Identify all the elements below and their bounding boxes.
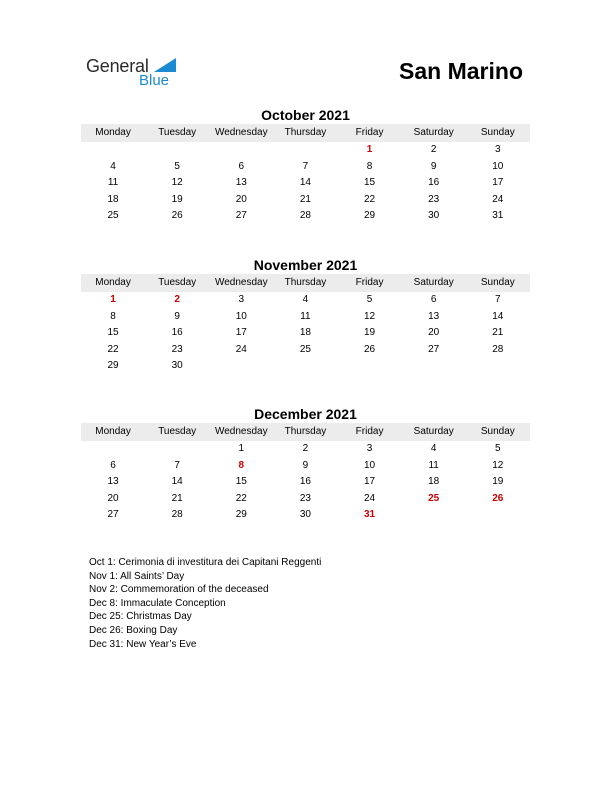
day-cell: 14 [299,177,311,188]
day-cell: 10 [235,310,247,322]
day-cell: 20 [428,327,440,338]
week-row [81,358,530,375]
day-cell: 8 [238,459,245,471]
month-calendar [81,256,530,375]
day-cell: 6 [110,459,116,471]
logo-triangle-icon [154,58,176,72]
weekday-header: Saturday [413,426,454,437]
day-cell: 31 [492,210,504,221]
day-cell: 14 [171,476,183,487]
day-cell: 13 [235,177,247,188]
weekday-header: Sunday [480,426,515,437]
day-cell: 9 [430,160,437,172]
day-cell: 17 [364,476,376,487]
holiday-entry: Dec 26: Boxing Day [89,624,178,636]
day-cell: 17 [492,177,504,188]
logo-blue-text: Blue [139,72,170,89]
day-cell: 1 [110,294,116,305]
day-cell: 12 [171,177,183,188]
weekday-header-row [81,274,530,292]
weekday-header: Sunday [480,277,515,288]
day-cell [81,142,145,159]
day-cell: 20 [107,492,119,504]
week-row [81,342,530,359]
weekday-header: Monday [95,426,131,437]
weekday-header: Wednesday [214,426,268,437]
day-cell: 12 [364,310,376,322]
holiday-entry: Dec 31: New Year’s Eve [89,638,197,650]
weekday-header-row [81,423,530,441]
day-cell: 4 [302,294,309,305]
day-cell [273,142,337,159]
holiday-entry: Dec 8: Immaculate Conception [89,597,226,609]
day-cell: 24 [235,343,247,355]
day-cell: 25 [107,210,119,221]
day-cell: 26 [492,492,504,504]
weekday-header: Thursday [284,277,327,288]
day-cell [402,507,466,524]
day-cell: 4 [110,160,116,172]
day-cell: 7 [174,459,180,471]
day-cell: 7 [302,160,309,172]
week-row [81,441,530,458]
day-cell: 21 [492,327,504,338]
day-cell: 13 [107,476,119,487]
day-cell: 30 [299,509,311,520]
month-calendar [81,106,530,225]
logo-general-text: General [86,56,149,76]
day-cell: 22 [364,193,376,205]
day-cell: 8 [366,160,373,172]
day-cell: 24 [364,492,376,504]
day-cell [466,358,530,375]
month-title: November 2021 [253,257,358,273]
weekday-header: Tuesday [158,277,197,288]
day-cell [273,358,337,375]
day-cell: 16 [299,476,311,487]
day-cell: 27 [107,509,119,520]
holiday-list [89,556,321,651]
week-row [81,175,530,192]
day-cell: 23 [428,193,440,205]
day-cell: 28 [299,210,311,221]
weekday-header: Tuesday [158,127,197,138]
holiday-entry: Nov 1: All Saints’ Day [89,570,185,582]
day-cell: 9 [302,459,309,471]
day-cell [466,507,530,524]
day-cell: 3 [238,294,245,305]
day-cell: 14 [492,310,504,322]
day-cell: 7 [495,294,501,305]
day-cell: 28 [171,509,183,520]
weekday-header: Friday [355,426,384,437]
day-cell: 6 [238,160,245,172]
weekday-header: Tuesday [158,426,197,437]
day-cell: 9 [174,310,180,322]
day-cell: 3 [495,144,501,155]
day-cell: 30 [428,210,440,221]
weekday-header: Thursday [284,426,327,437]
day-cell: 31 [364,509,376,520]
weekday-header: Thursday [284,127,327,138]
weekday-header: Monday [95,277,131,288]
day-cell: 2 [174,294,180,305]
day-cell: 5 [495,443,501,454]
day-cell: 23 [299,492,311,504]
day-cell: 26 [364,343,376,355]
country-title: San Marino [399,58,523,84]
week-row [81,491,530,508]
holiday-entry: Nov 2: Commemoration of the deceased [89,584,269,596]
day-cell: 3 [366,443,373,454]
day-cell: 16 [428,177,440,188]
day-cell: 10 [492,160,504,172]
weekday-header: Sunday [480,127,515,138]
day-cell: 11 [428,459,439,471]
day-cell: 18 [107,193,119,205]
day-cell: 18 [428,476,440,487]
day-cell: 5 [366,294,373,305]
day-cell: 17 [235,327,247,338]
day-cell: 5 [174,160,180,172]
weekday-header-row [81,124,530,142]
day-cell: 4 [430,443,437,454]
day-cell: 25 [299,343,311,355]
day-cell: 19 [171,193,183,205]
day-cell: 28 [492,343,504,355]
day-cell: 11 [107,177,119,188]
day-cell [402,358,466,375]
week-row [81,208,530,225]
day-cell: 13 [428,310,440,322]
day-cell [209,142,273,159]
week-row [81,325,530,342]
day-cell: 15 [107,327,119,338]
day-cell: 19 [364,327,376,338]
day-cell: 24 [492,193,504,205]
day-cell: 27 [235,210,247,221]
day-cell: 26 [171,210,183,221]
month-calendar [81,405,530,524]
day-cell: 30 [171,360,183,371]
day-cell: 2 [430,144,437,155]
day-cell: 27 [428,343,440,355]
day-cell: 23 [171,343,183,355]
day-cell [81,441,145,458]
day-cell: 1 [238,443,245,454]
day-cell: 29 [364,210,376,221]
day-cell: 22 [107,343,119,355]
holiday-entry: Dec 25: Christmas Day [89,611,192,623]
day-cell: 25 [428,492,440,504]
day-cell: 10 [364,459,376,471]
day-cell: 2 [302,443,309,454]
day-cell [145,441,209,458]
logo [86,56,186,92]
day-cell: 20 [235,193,247,205]
day-cell: 22 [235,492,247,504]
weekday-header: Friday [355,277,384,288]
day-cell: 11 [300,310,311,322]
weekday-header: Friday [355,127,384,138]
day-cell: 12 [492,459,504,471]
weekday-header: Monday [95,127,131,138]
week-row [81,159,530,176]
weekday-header: Saturday [413,127,454,138]
holiday-entry: Oct 1: Cerimonia di investitura dei Capitani Reggenti [89,557,322,568]
day-cell: 16 [171,327,183,338]
day-cell: 15 [235,476,247,487]
day-cell [338,358,402,375]
week-row [81,507,530,524]
week-row [81,474,530,491]
week-row [81,192,530,209]
day-cell: 21 [171,492,183,504]
month-title: October 2021 [261,107,350,123]
day-cell [209,358,273,375]
day-cell: 8 [110,310,116,322]
week-row [81,292,530,309]
day-cell: 19 [492,476,504,487]
day-cell: 15 [364,177,376,188]
week-row [81,142,530,159]
weekday-header: Wednesday [214,277,268,288]
day-cell: 29 [107,360,119,371]
day-cell: 29 [235,509,247,520]
week-row [81,309,530,326]
day-cell: 18 [299,327,311,338]
weekday-header: Wednesday [214,127,268,138]
weekday-header: Saturday [413,277,454,288]
day-cell: 21 [299,193,311,205]
week-row [81,458,530,475]
day-cell: 6 [430,294,437,305]
day-cell: 1 [366,144,373,155]
day-cell [145,142,209,159]
month-title: December 2021 [254,406,357,422]
